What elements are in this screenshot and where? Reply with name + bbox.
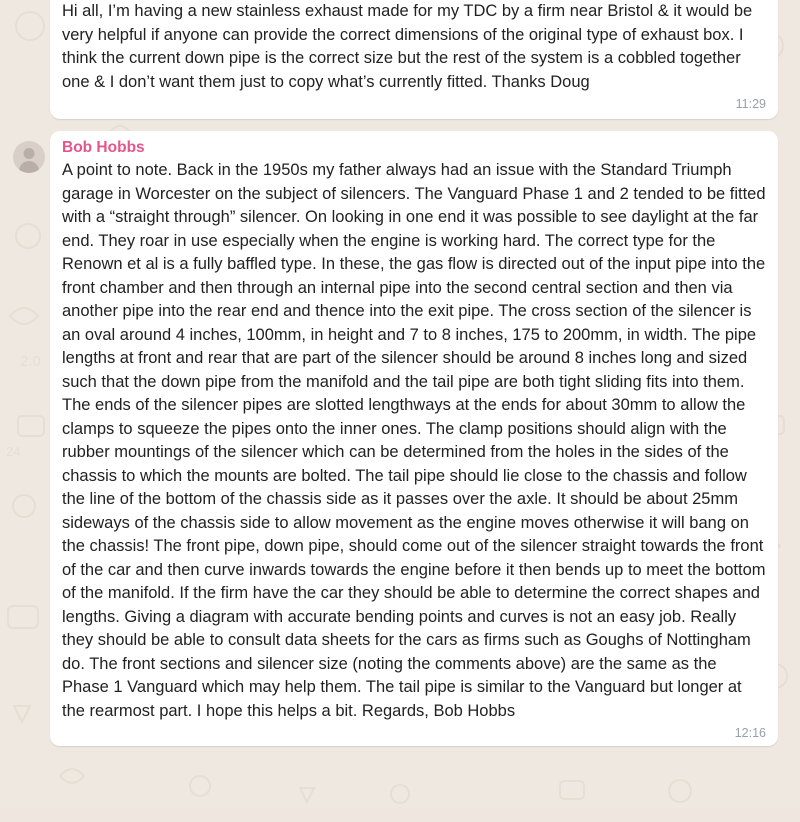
message-text: Hi all, I’m having a new stainless exhaust made for my TDC by a firm near Bristol & it would be very helpful if anyone can provide the correct dimensions of the original type of exhaust box. I think the current down pipe is the correct size but the rest of the system is a cobbled together one & I don’t want them just to copy what’s currently fitted. Thanks Doug <box>62 2 757 91</box>
message-timestamp: 12:16 <box>734 726 766 740</box>
avatar-head-shape <box>24 148 35 159</box>
svg-text:2.0: 2.0 <box>20 353 41 370</box>
chat-message[interactable] <box>0 131 800 746</box>
message-timestamp: 11:29 <box>735 97 766 111</box>
avatar-slot <box>8 0 50 28</box>
avatar[interactable] <box>13 141 45 173</box>
message-meta <box>62 95 766 113</box>
sender-name[interactable]: Bob Hobbs <box>62 139 145 156</box>
message-bubble[interactable] <box>50 0 778 119</box>
avatar-head-shape <box>24 3 35 14</box>
avatar-body-shape <box>19 16 39 28</box>
message-bubble[interactable] <box>50 131 778 746</box>
avatar-body-shape <box>19 161 39 173</box>
message-text: A point to note. Back in the 1950s my father always had an issue with the Standard Triumph garage in Worcester on the subject of silencers. The Vanguard Phase 1 and 2 tended to be fitted with a “straight through” silencer. On looking in one end it was possible to see daylight at the far end. They roar in use especially when the engine is working hard. The correct type for the Renown et al is a fully baffled type. In these, the gas flow is directed out of the input pipe into the front chamber and then through an internal pipe into the second central section and then via another pipe into the rear end and thence into the exit pipe. The cross section of the silencer is an oval around 4 inches, 100mm, in height and 7 to 8 inches, 175 to 200mm, in width. The pipe lengths at front and rear that are part of the silencer should be around 8 inches long and sized such that the down pipe from the manifold and the tail pipe are both tight sliding fits into them. The ends of the silencer pipes are slotted lengthways at the ends for about 30mm to allow the clamps to squeeze the pipes onto the inner ones. The clamp positions should align with the rubber mountings of the silencer which can be determined from the holes in the sides of the chassis to which the mounts are bolted. The tail pipe should lie close to the chassis and follow the line of the bottom of the chassis side as it passes over the axle. It should be about 25mm sideways of the chassis side to allow movement as the engine moves otherwise it will bang on the chassis! The front pipe, down pipe, should come out of the silencer straight towards the front of the car and then curve inwards towards the engine before it then bends up to meet the bottom of the manifold. If the firm have the car they should be able to determine the correct shapes and lengths. Giving a diagram with accurate bending points and curves is not an easy job. Really they should be able to consult data sheets for the cars as firms such as Goughs of Nottingham do. The front sections and silencer size (noting the comments above) are the same as the Phase 1 Vanguard which may help them. The tail pipe is similar to the Vanguard but longer at the rearmost part. I hope this helps a bit. Regards, Bob Hobbs <box>62 161 771 720</box>
message-meta <box>62 724 766 742</box>
chat-message[interactable] <box>0 0 800 119</box>
svg-text:24: 24 <box>6 444 21 459</box>
avatar-slot <box>8 131 50 173</box>
